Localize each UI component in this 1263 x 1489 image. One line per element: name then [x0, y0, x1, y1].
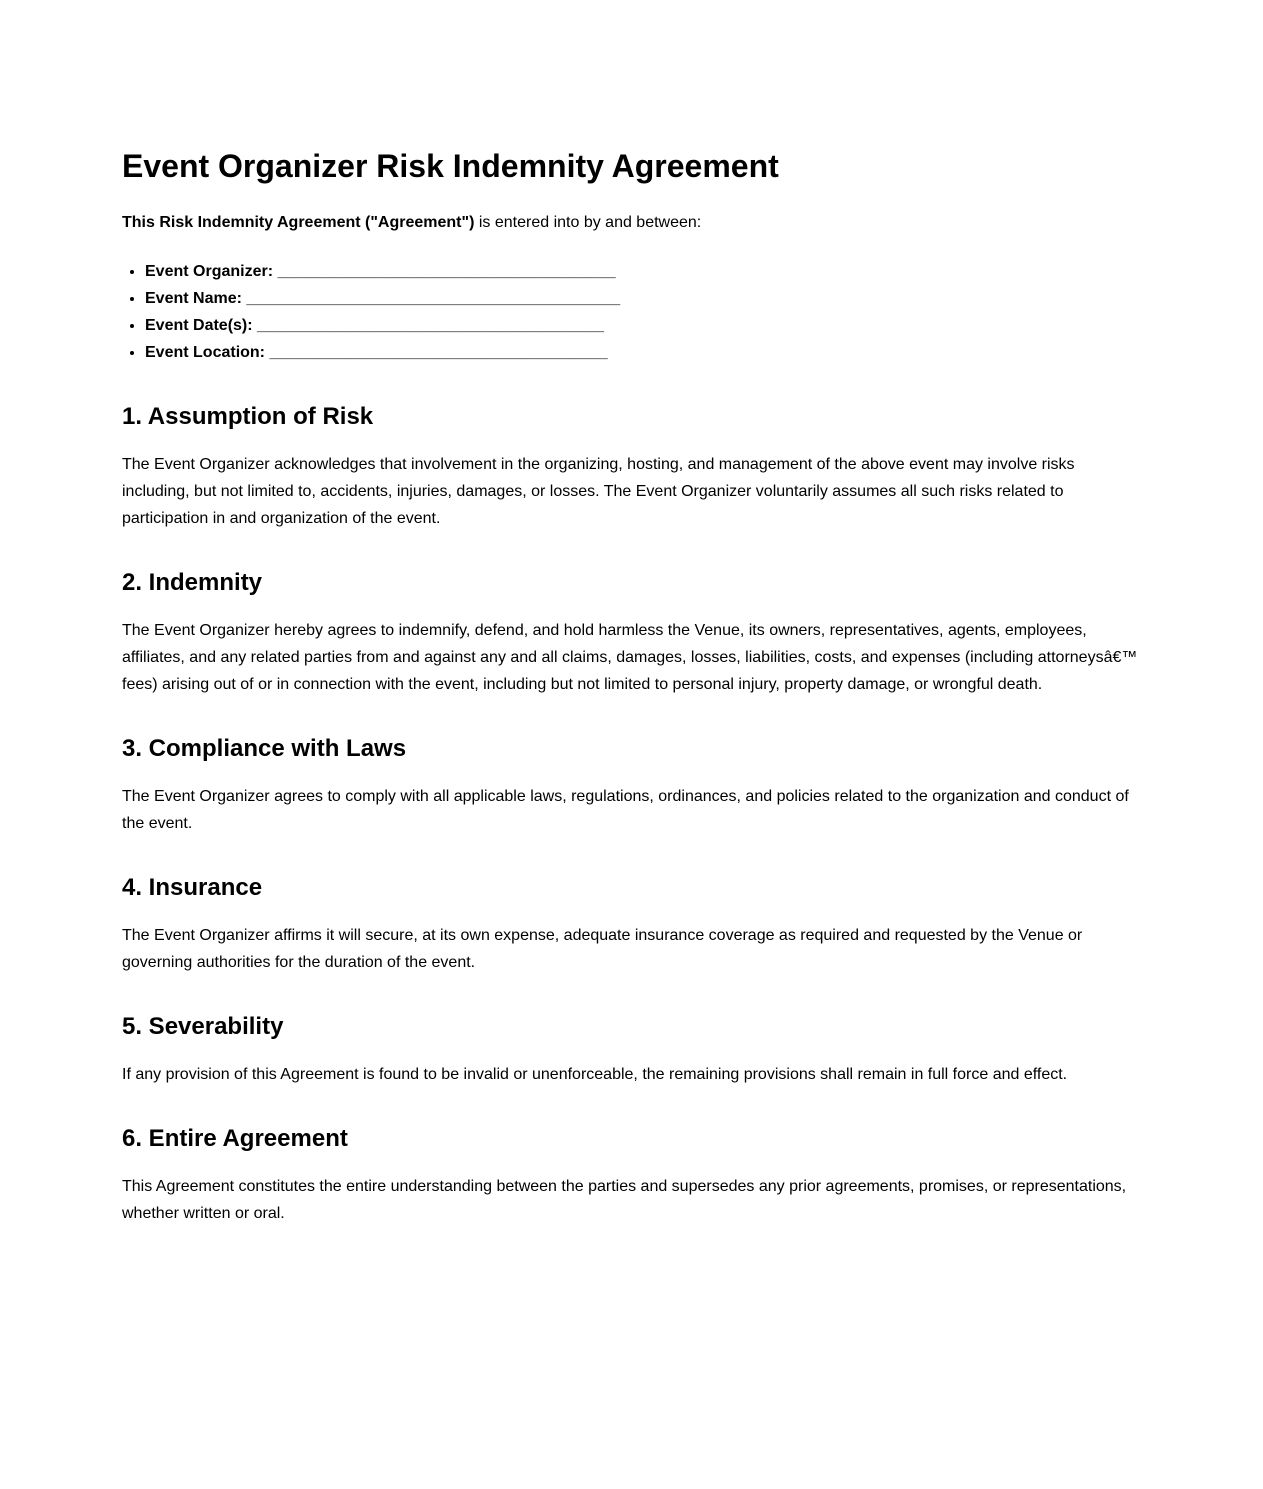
party-item-event-location — [145, 339, 1141, 366]
section-heading: 3. Compliance with Laws — [122, 735, 407, 762]
intro-paragraph — [122, 209, 1141, 236]
section-heading: 4. Insurance — [122, 874, 263, 901]
party-item-event-name — [145, 285, 1141, 312]
section-insurance — [122, 873, 1141, 976]
section-heading: 1. Assumption of Risk — [122, 403, 374, 430]
party-item-event-dates — [145, 312, 1141, 339]
section-body: The Event Organizer hereby agrees to indemnify, defend, and hold harmless the Venue, its owners, representatives, agents, employees, affiliates, and any related parties from and against any and all claims, damages, losses, liabilities, costs, and expenses (including attorneysâ€™ fees) arising out of or in connection with the event, including but not limited to personal injury, property damage, or wrongful death. — [122, 622, 1138, 693]
party-blank-field: ______________________________________ — [277, 263, 616, 280]
parties-list — [122, 258, 1141, 366]
party-label: Event Date(s): — [145, 317, 253, 334]
party-blank-field: _______________________________________ — [257, 317, 605, 334]
section-assumption-of-risk — [122, 402, 1141, 532]
party-label: Event Location: — [145, 344, 266, 361]
section-body: If any provision of this Agreement is found to be invalid or unenforceable, the remaining provisions shall remain in full force and effect. — [122, 1066, 1068, 1083]
section-indemnity — [122, 568, 1141, 698]
section-entire-agreement — [122, 1124, 1141, 1227]
section-body: The Event Organizer acknowledges that involvement in the organizing, hosting, and management of the above event may involve risks including, but not limited to, accidents, injuries, damages, or losses. The Event Organizer voluntarily assumes all such risks related to participation in and organization of the event. — [122, 456, 1075, 527]
document-title: Event Organizer Risk Indemnity Agreement — [122, 148, 779, 184]
party-blank-field: __________________________________________ — [246, 290, 621, 307]
party-label: Event Organizer: — [145, 263, 274, 280]
section-heading: 5. Severability — [122, 1013, 284, 1040]
intro-bold-text: This Risk Indemnity Agreement ("Agreement") — [122, 214, 475, 231]
party-item-event-organizer — [145, 258, 1141, 285]
section-body: The Event Organizer agrees to comply with all applicable laws, regulations, ordinances, and policies related to the organization and conduct of the event. — [122, 788, 1129, 832]
section-heading: 6. Entire Agreement — [122, 1125, 348, 1152]
section-body: This Agreement constitutes the entire understanding between the parties and supersedes any prior agreements, promises, or representations, whether written or oral. — [122, 1178, 1127, 1222]
party-blank-field: ______________________________________ — [269, 344, 608, 361]
section-severability — [122, 1012, 1141, 1088]
section-body: The Event Organizer affirms it will secure, at its own expense, adequate insurance coverage as required and requested by the Venue or governing authorities for the duration of the event. — [122, 927, 1083, 971]
section-heading: 2. Indemnity — [122, 569, 263, 596]
party-label: Event Name: — [145, 290, 242, 307]
intro-text: is entered into by and between: — [474, 214, 702, 231]
section-compliance-with-laws — [122, 734, 1141, 837]
